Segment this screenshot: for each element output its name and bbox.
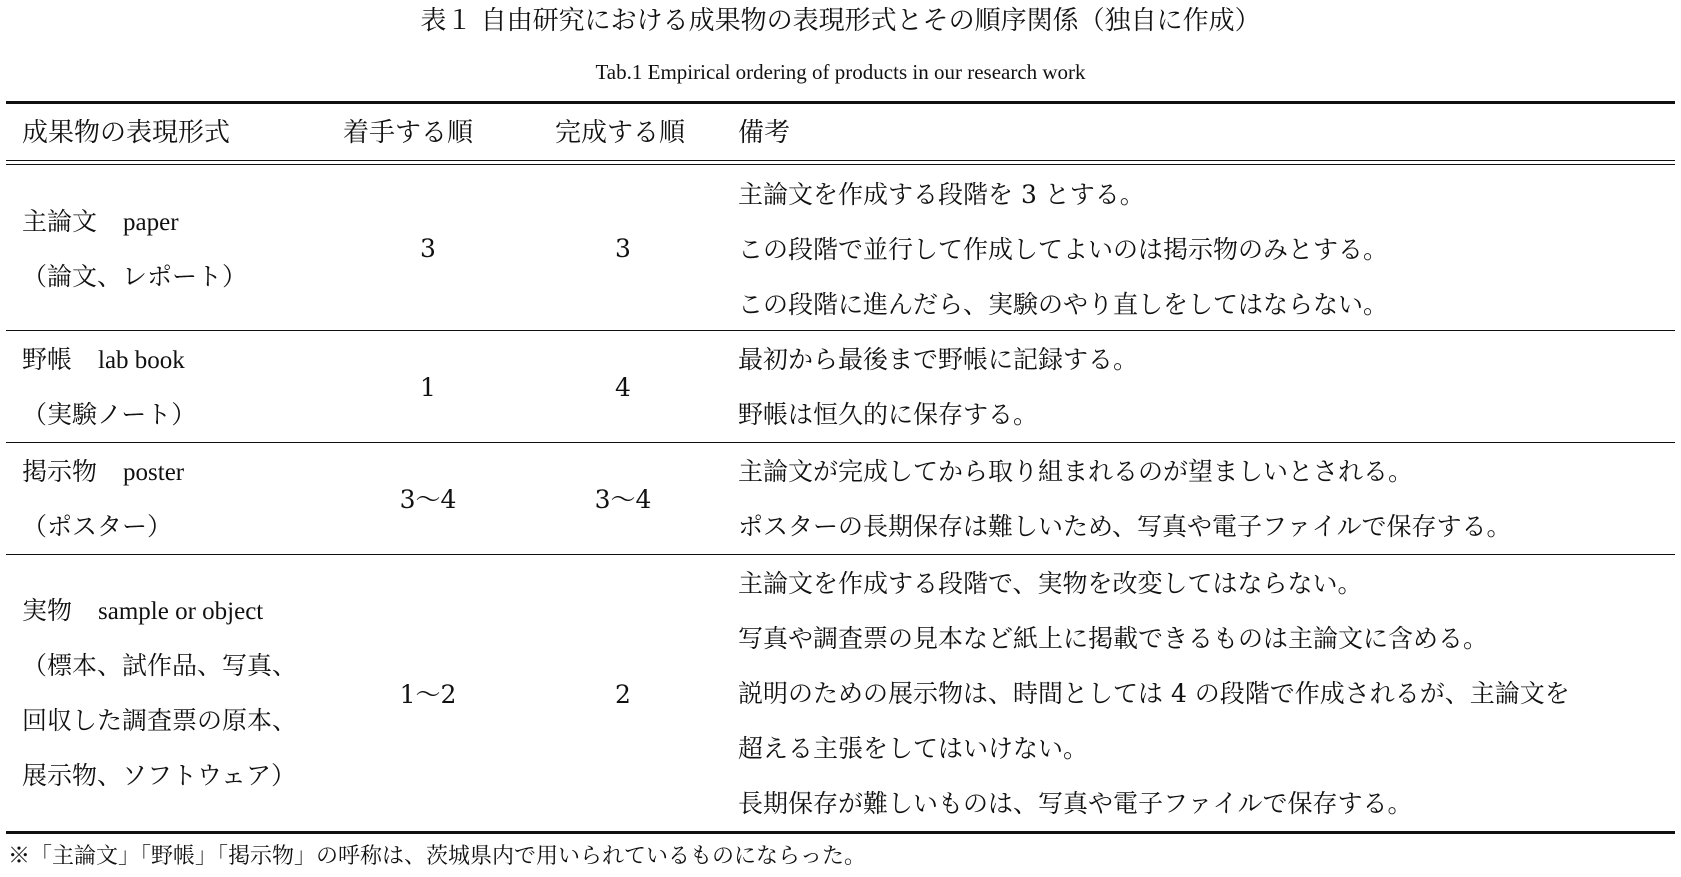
row-paper-finish: 3 [615,234,631,263]
row-paper-remarks [738,167,1388,332]
row-poster-remark: 主論文が完成してから取り組まれるのが望ましいとされる。 [738,457,1414,486]
row-poster-name-en: poster [123,459,185,486]
row-labbook-remarks [738,332,1138,442]
row-poster-remark: ポスターの長期保存は難しいため、写真や電子ファイルで保存する。 [738,512,1512,541]
header-finish-order: 完成する順 [555,118,686,148]
header-form: 成果物の表現形式 [22,118,231,148]
row-labbook-start: 1 [420,373,436,402]
row-sample-finish: 2 [615,680,631,709]
row-paper-remark: この段階で並行して作成してよいのは掲示物のみとする。 [738,235,1389,264]
row-divider [6,330,1675,331]
row-poster-finish: 3〜4 [594,485,652,514]
row-labbook-name-en: lab book [98,347,185,374]
table-title-japanese: 表１ 自由研究における成果物の表現形式とその順序関係（独自に作成） [420,6,1261,36]
row-paper-name-en: paper [123,209,179,236]
row-sample-form [22,583,297,803]
row-paper-detail: （論文、レポート） [22,262,248,291]
header-remarks: 備考 [738,118,791,148]
row-sample-start: 1〜2 [399,680,457,709]
row-poster-start: 3〜4 [399,485,457,514]
header-start-order: 着手する順 [343,118,474,148]
row-sample-remark: 写真や調査票の見本など紙上に掲載できるものは主論文に含める。 [738,624,1489,653]
footnote: ※「主論文」「野帳」「掲示物」の呼称は、茨城県内で用いられているものにならった。 [8,844,867,869]
row-poster-remarks [738,444,1512,554]
header-double-rule-bottom [6,164,1675,165]
row-paper-remark: 主論文を作成する段階を 3 とする。 [738,180,1145,209]
row-labbook-remark: 野帳は恒久的に保存する。 [738,400,1039,429]
row-poster-form [22,444,184,554]
row-labbook-form [22,332,196,442]
row-paper-start: 3 [420,234,436,263]
row-divider [6,554,1675,555]
row-paper-remark: この段階に進んだら、実験のやり直しをしてはならない。 [738,290,1389,319]
table-title-english: Tab.1 Empirical ordering of products in our research work [595,60,1086,84]
row-sample-remark: 主論文を作成する段階で、実物を改変してはならない。 [738,569,1363,598]
row-sample-detail: 回収した調査票の原本、 [22,706,298,735]
row-sample-name-en: sample or object [98,598,264,625]
row-sample-remark: 説明のための展示物は、時間としては 4 の段階で作成されるが、主論文を [738,679,1570,708]
row-sample-remark: 超える主張をしてはいけない。 [738,734,1089,763]
row-labbook-finish: 4 [615,373,631,402]
row-divider [6,442,1675,443]
row-paper-name-jp: 主論文 [22,207,98,236]
row-sample-name-jp: 実物 [22,596,73,625]
top-rule [6,101,1675,104]
row-paper-form [22,194,247,304]
row-poster-name-jp: 掲示物 [22,457,98,486]
row-sample-detail: （標本、試作品、写真、 [22,651,298,680]
header-double-rule-top [6,160,1675,161]
bottom-rule [6,831,1675,834]
row-poster-detail: （ポスター） [22,512,173,541]
row-labbook-remark: 最初から最後まで野帳に記録する。 [738,345,1139,374]
row-sample-remark: 長期保存が難しいものは、写真や電子ファイルで保存する。 [738,789,1413,818]
row-sample-remarks [738,556,1570,831]
row-labbook-detail: （実験ノート） [22,400,197,429]
row-labbook-name-jp: 野帳 [22,345,73,374]
row-sample-detail: 展示物、ソフトウェア） [22,761,297,790]
